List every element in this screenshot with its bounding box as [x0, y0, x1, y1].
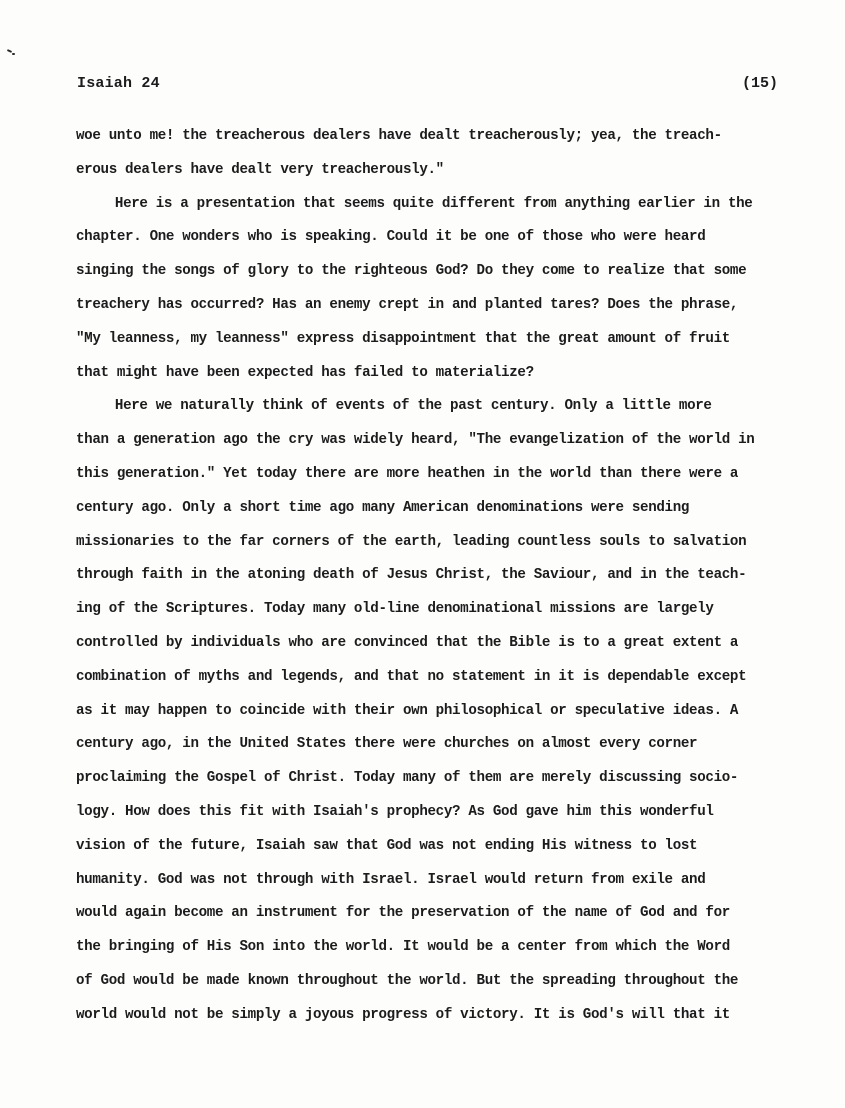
text-line: erous dealers have dealt very treacherously.": [76, 161, 444, 178]
body-text: [76, 120, 796, 1033]
text-line: the bringing of His Son into the world. It would be a center from which the Word: [76, 939, 730, 956]
scan-speck: [12, 53, 15, 55]
text-line: this generation." Yet today there are more heathen in the world than there were a: [76, 465, 739, 482]
text-line: combination of myths and legends, and that no statement in it is dependable except: [76, 668, 747, 685]
page-header-title: Isaiah 24: [77, 75, 160, 92]
text-line: ing of the Scriptures. Today many old-line denominational missions are largely: [76, 601, 714, 618]
text-line: than a generation ago the cry was widely heard, "The evangelization of the world in: [76, 432, 755, 449]
paragraph-first-line: Here is a presentation that seems quite different from anything earlier in the: [114, 195, 753, 212]
paragraph-first-line: Here we naturally think of events of the past century. Only a little more: [114, 398, 712, 415]
text-line: would again become an instrument for the preservation of the name of God and for: [76, 905, 730, 922]
text-line: vision of the future, Isaiah saw that God was not ending His witness to lost: [76, 837, 698, 854]
text-line: humanity. God was not through with Israel. Israel would return from exile and: [76, 871, 706, 888]
text-line: through faith in the atoning death of Jesus Christ, the Saviour, and in the teach-: [76, 567, 747, 584]
text-line: as it may happen to coincide with their own philosophical or speculative ideas. A: [76, 702, 739, 719]
text-line: "My leanness, my leanness" express disappointment that the great amount of fruit: [76, 330, 730, 347]
page-number: (15): [742, 75, 779, 92]
text-line: that might have been expected has failed to materialize?: [76, 364, 534, 381]
text-line: woe unto me! the treacherous dealers have dealt treacherously; yea, the treach-: [76, 128, 722, 144]
text-line: missionaries to the far corners of the earth, leading countless souls to salvation: [76, 533, 747, 550]
text-line: treachery has occurred? Has an enemy crept in and planted tares? Does the phrase,: [76, 296, 739, 313]
text-line: of God would be made known throughout the world. But the spreading throughout the: [76, 972, 739, 989]
text-line: proclaiming the Gospel of Christ. Today many of them are merely discussing socio-: [76, 770, 739, 787]
text-line: chapter. One wonders who is speaking. Could it be one of those who were heard: [76, 229, 706, 246]
text-line: century ago. Only a short time ago many American denominations were sending: [76, 499, 690, 516]
text-line: controlled by individuals who are convinced that the Bible is to a great extent a: [76, 634, 739, 651]
text-line: singing the songs of glory to the righteous God? Do they come to realize that some: [76, 263, 747, 280]
text-line: world would not be simply a joyous progress of victory. It is God's will that it: [76, 1006, 730, 1023]
text-line: century ago, in the United States there were churches on almost every corner: [76, 736, 698, 753]
text-line: logy. How does this fit with Isaiah's prophecy? As God gave him this wonderful: [76, 803, 714, 820]
